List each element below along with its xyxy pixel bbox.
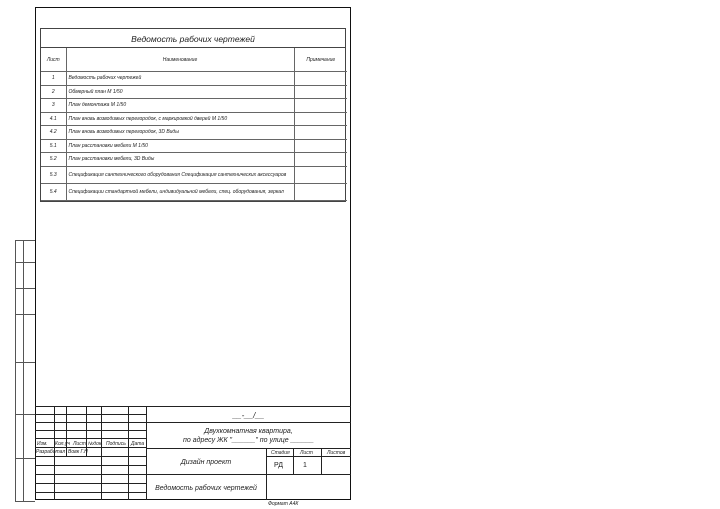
object-line-1: Двухкомнатная квартира, [204, 428, 293, 435]
col-doc: №док. [88, 441, 103, 447]
doc-code: __-__/__ [232, 411, 265, 420]
col-date: Дата [131, 441, 145, 447]
sheet-number: 1 [303, 462, 307, 469]
stage-value: РД [274, 462, 283, 469]
title-block [35, 406, 351, 500]
object-line-2: по адресу ЖК "______" по улице ______ [183, 437, 314, 444]
drawing-register-table [40, 28, 346, 202]
developer-name: Вовк Г.Н [68, 449, 88, 455]
header-name: Наименование [66, 48, 294, 72]
col-sign: Подпись [106, 441, 126, 447]
col-sheet: Лист [73, 441, 86, 447]
table-row: 3 План демонтажа М 1/50 [41, 99, 347, 113]
format-label: Формат А4К [268, 501, 299, 507]
table-row: 5.1 План расстановки мебели М 1/50 [41, 139, 347, 153]
sheet-title: Ведомость рабочих чертежей [155, 485, 257, 492]
table-row: 5.3 Спецификация сантехнического оборудования Спецификация сантехнических аксессуаров [41, 166, 347, 183]
col-qty: Кол.уч [55, 441, 70, 447]
developed-label: Разработал [36, 449, 66, 455]
section-name: Дизайн проект [180, 459, 232, 466]
table-row: 1 Ведомость рабочих чертежей [41, 72, 347, 86]
table-row: 5.2 План расстановки мебели, 3D Виды [41, 153, 347, 167]
table-row: 4.2 План вновь возводимых перегородок, 3D Виды [41, 126, 347, 140]
blank-area [365, 0, 720, 509]
table-row: 4.1 План вновь возводимых перегородок, с маркировкой дверей М 1/50 [41, 112, 347, 126]
header-note: Примечание [294, 48, 347, 72]
sheet-label: Лист [300, 450, 313, 456]
table-row: 2 Обмерный план М 1/50 [41, 85, 347, 99]
header-sheet: Лист [41, 48, 66, 72]
register-title: Ведомость рабочих чертежей [41, 29, 345, 48]
binding-stamp [15, 240, 35, 502]
stage-label: Стадия [271, 450, 290, 456]
sheets-label: Листов [327, 450, 346, 456]
table-row: 5.4 Спецификации стандартной мебели, индивидуальной мебели, спец. оборудования, зеркал [41, 183, 347, 200]
col-change: Изм. [37, 441, 48, 447]
